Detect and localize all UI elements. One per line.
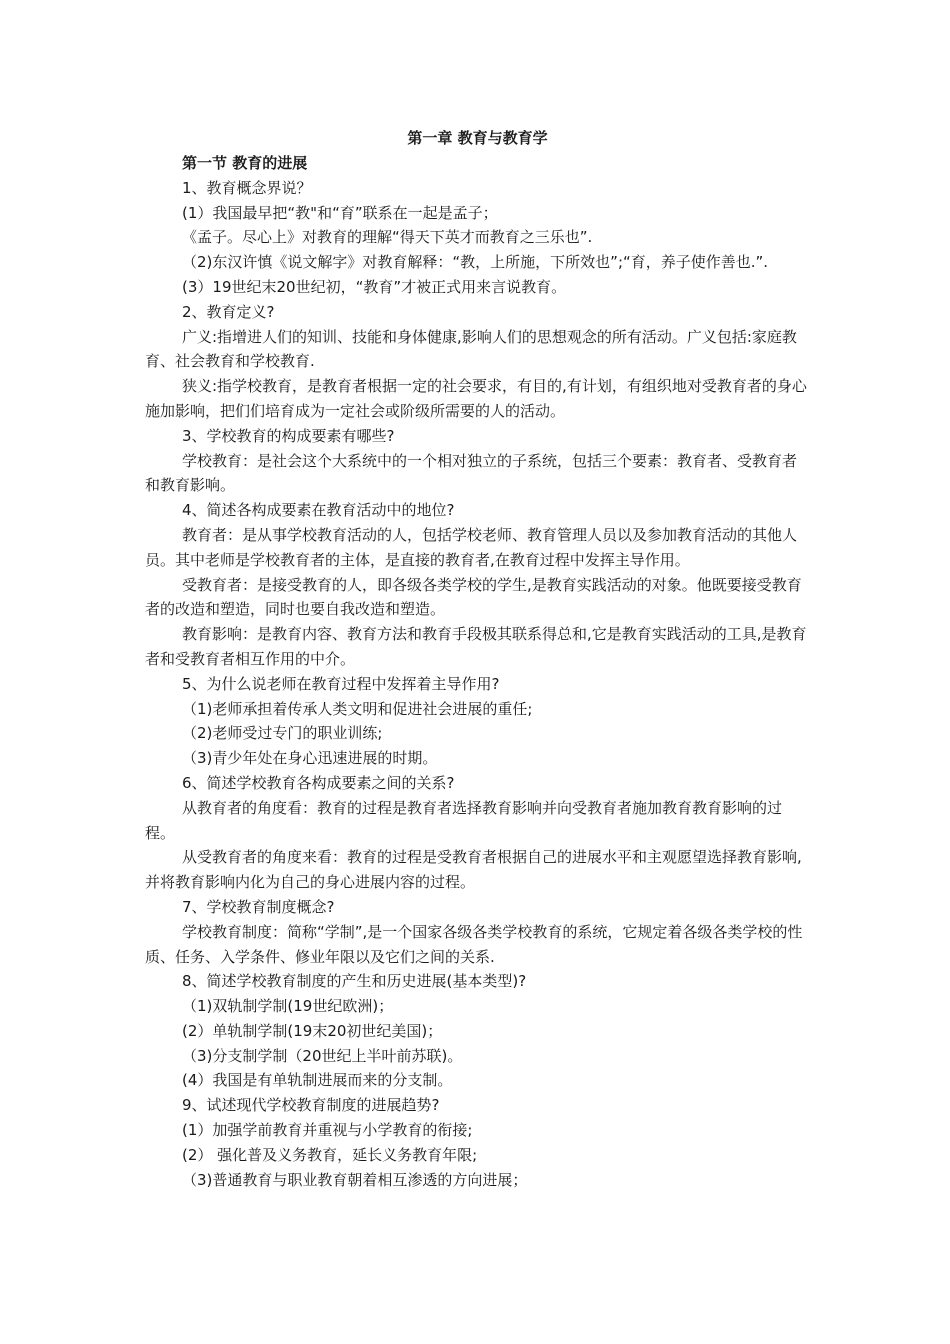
paragraph: 《孟子。尽心上》对教育的理解“得天下英才而教育之三乐也”.: [182, 228, 593, 247]
paragraph: 学校教育制度：简称“学制”,是一个国家各级各类学校教育的系统，它规定着各级各类学校的性质、任务、入学条件、修业年限以及它们之间的关系.: [145, 922, 803, 966]
paragraph: 教育者：是从事学校教育活动的人，包括学校老师、教育管理人员以及参加教育活动的其他人员。其中老师是学校教育者的主体，是直接的教育者,在教育过程中发挥主导作用。: [145, 525, 798, 569]
paragraph: 5、为什么说老师在教育过程中发挥着主导作用?: [182, 674, 500, 693]
section-title: 第一节 教育的进展: [182, 154, 308, 172]
paragraph: （3)青少年处在身心迅速进展的时期。: [182, 749, 438, 768]
paragraph: 从受教育者的角度来看：教育的过程是受教育者根据自己的进展水平和主观愿望选择教育影响,并将教育影响内化为自己的身心进展内容的过程。: [145, 848, 802, 892]
paragraph: 2、教育定义?: [182, 302, 275, 321]
paragraph: 狭义:指学校教育，是教育者根据一定的社会要求，有目的,有计划，有组织地对受教育者的身心施加影响，把们们培育成为一定社会或阶级所需要的人的活动。: [145, 377, 807, 420]
paragraph: （3)分支制学制（20世纪上半叶前苏联)。: [182, 1046, 463, 1065]
paragraph: 从教育者的角度看：教育的过程是教育者选择教育影响并向受教育者施加教育教育影响的过程。: [145, 798, 783, 842]
chapter-title: 第一章 教育与教育学: [407, 129, 548, 147]
paragraph: 9、试述现代学校教育制度的进展趋势?: [182, 1096, 440, 1115]
paragraph: 1、教育概念界说？: [182, 178, 312, 197]
paragraph: （1)双轨制学制(19世纪欧洲)；: [182, 997, 394, 1016]
paragraph: (2） 强化普及义务教育，延长义务教育年限;: [182, 1145, 478, 1164]
paragraph: （3)普通教育与职业教育朝着相互渗透的方向进展；: [182, 1170, 528, 1189]
paragraph: (4）我国是有单轨制进展而来的分支制。: [182, 1071, 453, 1090]
paragraph: 受教育者：是接受教育的人，即各级各类学校的学生,是教育实践活动的对象。他既要接受教育者的改造和塑造，同时也要自我改造和塑造。: [145, 575, 802, 619]
paragraph: 教育影响：是教育内容、教育方法和教育手段极其联系得总和,它是教育实践活动的工具,是教育者和受教育者相互作用的中介。: [145, 625, 807, 668]
paragraph: 4、简述各构成要素在教育活动中的地位?: [182, 501, 455, 520]
document-body: [145, 127, 810, 1192]
paragraph: （2)老师受过专门的职业训练;: [182, 724, 383, 743]
paragraph: (3）19世纪末20世纪初，“教育”才被正式用来言说教育。: [182, 277, 567, 296]
paragraph: （2)东汉许慎《说文解字》对教育解释：“教，上所施，下所效也”;“育，养子使作善也.”.: [182, 253, 769, 272]
paragraph: 广义:指增进人们的知训、技能和身体健康,影响人们的思想观念的所有活动。广义包括:家庭教育、社会教育和学校教育.: [145, 327, 797, 371]
paragraph: 学校教育：是社会这个大系统中的一个相对独立的子系统，包括三个要素：教育者、受教育者和教育影响。: [145, 451, 798, 495]
paragraph: 7、学校教育制度概念?: [182, 897, 335, 916]
paragraph: 6、简述学校教育各构成要素之间的关系?: [182, 773, 455, 792]
paragraph: (2）单轨制学制(19末20初世纪美国)；: [182, 1021, 443, 1040]
paragraph: （1)老师承担着传承人类文明和促进社会进展的重任;: [182, 699, 533, 718]
paragraph: 8、简述学校教育制度的产生和历史进展(基本类型)?: [182, 972, 527, 991]
paragraph: 3、学校教育的构成要素有哪些?: [182, 426, 395, 445]
paragraph: (1）加强学前教育并重视与小学教育的衔接;: [182, 1121, 473, 1140]
paragraph: (1）我国最早把“教"和“育”联系在一起是孟子；: [182, 203, 498, 222]
